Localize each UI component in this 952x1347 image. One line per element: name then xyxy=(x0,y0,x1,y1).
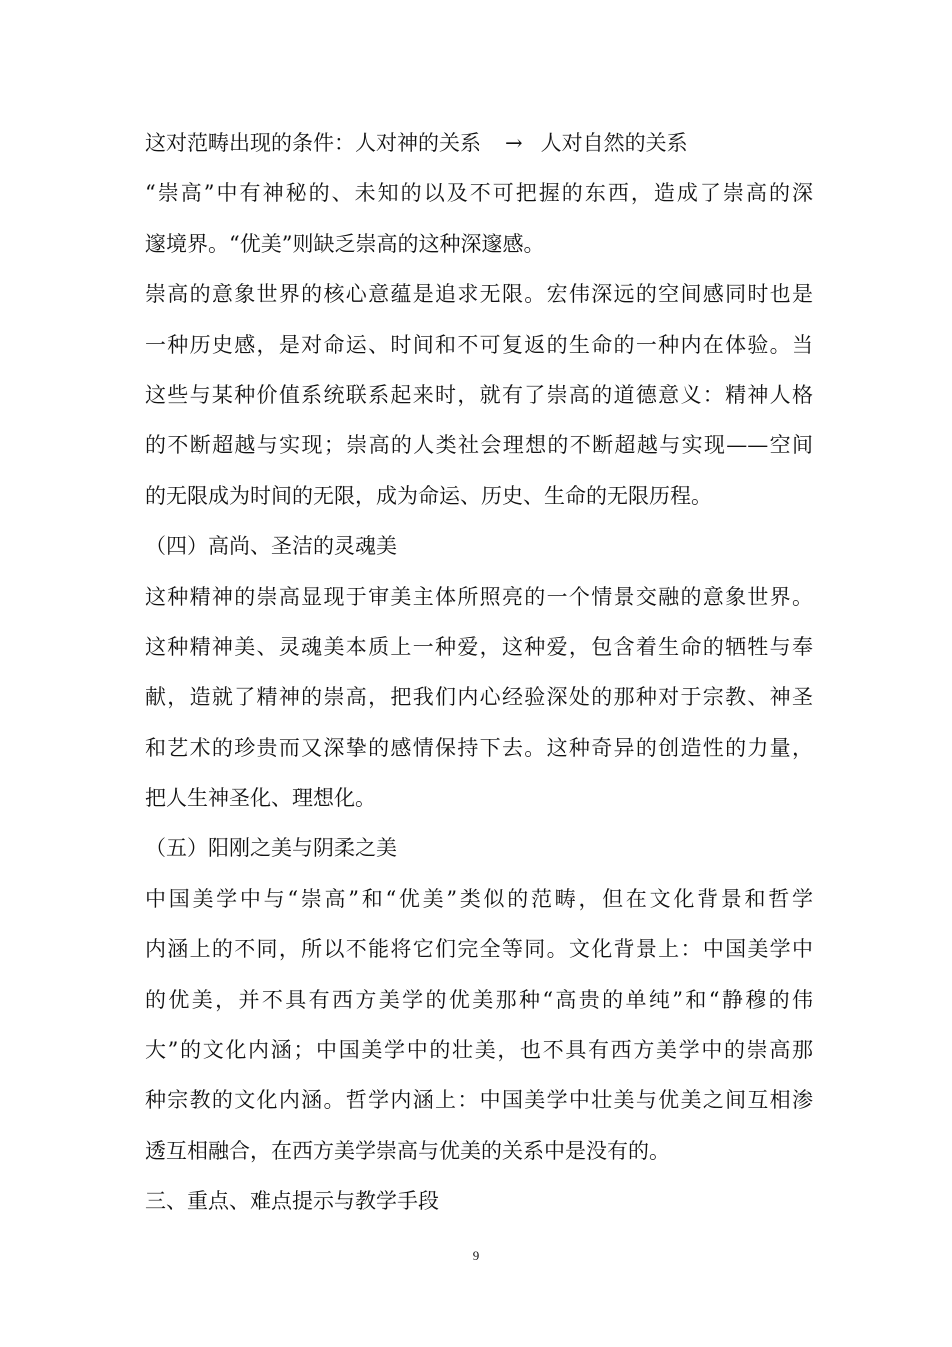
text-line: 献，造就了精神的崇高，把我们内心经验深处的那种对于宗教、神圣 xyxy=(145,685,813,710)
section-heading: （四）高尚、圣洁的灵魂美 xyxy=(145,534,397,559)
arrow-icon: → xyxy=(505,131,523,155)
text-line: 种宗教的文化内涵。哲学内涵上：中国美学中壮美与优美之间互相渗 xyxy=(145,1088,813,1113)
text-line: 的优美，并不具有西方美学的优美那种“高贵的单纯”和“静穆的伟 xyxy=(145,987,813,1012)
text-line: 把人生神圣化、理想化。 xyxy=(145,786,376,811)
text-line: 中国美学中与“崇高”和“优美”类似的范畴，但在文化背景和哲学 xyxy=(145,886,813,911)
section-heading: 三、重点、难点提示与教学手段 xyxy=(145,1189,439,1214)
text-line: 这种精神美、灵魂美本质上一种爱，这种爱，包含着生命的牺牲与奉 xyxy=(145,634,813,659)
text-line: 的无限成为时间的无限，成为命运、历史、生命的无限历程。 xyxy=(145,483,712,508)
body-text xyxy=(145,118,813,1227)
text-line: 一种历史感，是对命运、时间和不可复返的生命的一种内在体验。当 xyxy=(145,332,813,357)
text-line: 崇高的意象世界的核心意蕴是追求无限。宏伟深远的空间感同时也是 xyxy=(145,282,813,307)
conditions-label: 这对范畴出现的条件：人对神的关系 xyxy=(145,131,481,155)
conditions-line xyxy=(145,118,813,168)
section-heading: （五）阳刚之美与阴柔之美 xyxy=(145,836,397,861)
text-line: 这些与某种价值系统联系起来时，就有了崇高的道德意义：精神人格 xyxy=(145,382,813,407)
conditions-target: 人对自然的关系 xyxy=(540,131,688,155)
page-number: 9 xyxy=(472,1248,480,1263)
text-line: 的不断超越与实现；崇高的人类社会理想的不断超越与实现——空间 xyxy=(145,433,813,458)
text-line: 这种精神的崇高显现于审美主体所照亮的一个情景交融的意象世界。 xyxy=(145,584,813,609)
text-line: 邃境界。“优美”则缺乏崇高的这种深邃感。 xyxy=(145,231,545,256)
text-line: 透互相融合，在西方美学崇高与优美的关系中是没有的。 xyxy=(145,1138,670,1163)
text-line: 和艺术的珍贵而又深挚的感情保持下去。这种奇异的创造性的力量， xyxy=(145,735,813,760)
text-line: 内涵上的不同，所以不能将它们完全等同。文化背景上：中国美学中 xyxy=(145,937,813,962)
text-line: 大”的文化内涵；中国美学中的壮美，也不具有西方美学中的崇高那 xyxy=(145,1038,813,1063)
text-line: “崇高”中有神秘的、未知的以及不可把握的东西，造成了崇高的深 xyxy=(145,181,813,206)
